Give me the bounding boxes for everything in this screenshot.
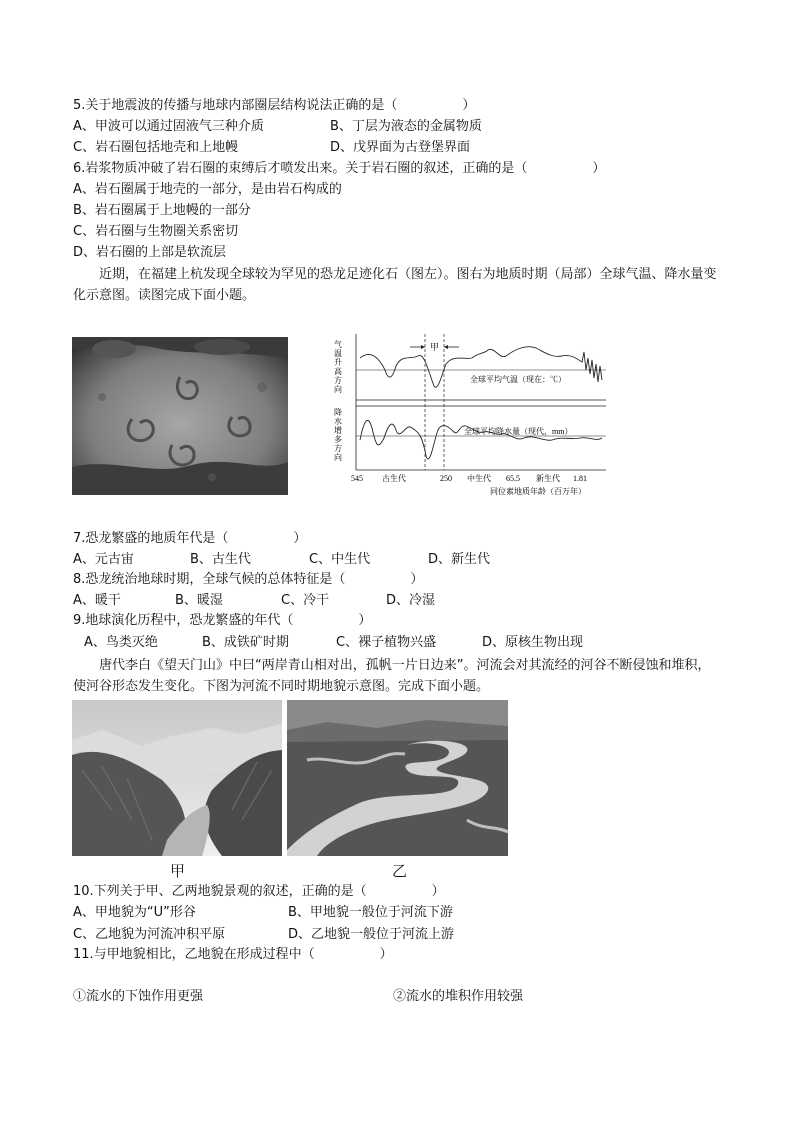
x-tick-250: 250: [440, 474, 452, 483]
caption-yi: 乙: [392, 862, 408, 880]
q6-stem: 6.岩浆物质冲破了岩石圈的束缚后才喷发出来。关于岩石圈的叙述，正确的是（ ）: [73, 161, 606, 176]
q6-option-a: A、岩石圈属于地壳的一部分，是由岩石构成的: [73, 182, 342, 197]
q8-option-a: A、暖干: [73, 593, 121, 608]
q11-option-2: ②流水的堆积作用较强: [393, 988, 524, 1003]
q11-stem: 11.与甲地貌相比，乙地貌在形成过程中（ ）: [73, 947, 393, 962]
intro-paragraph-2: 唐代李白《望天门山》中曰“两岸青山相对出，孤帆一片日边来”。河流会对其流经的河谷不断侵蚀和堆积，使河谷形态发生变化。下图为河流不同时期地貌示意图。完成下面小题。: [73, 658, 711, 694]
q8-option-c: C、冷干: [281, 593, 330, 608]
x-tick-545: 545: [351, 474, 363, 483]
q8-option-b: B、暖湿: [175, 593, 223, 608]
q8-option-d: D、冷湿: [386, 593, 436, 608]
q9-option-a: A、鸟类灭绝: [84, 635, 158, 650]
q9-option-c: C、裸子植物兴盛: [336, 635, 437, 650]
q11-option-1: ①流水的下蚀作用更强: [73, 988, 204, 1003]
q10-option-d: D、乙地貌一般位于河流上游: [288, 927, 455, 942]
q5-option-c: C、岩石圈包括地壳和上地幔: [73, 140, 239, 155]
q9-stem: 9.地球演化历程中，恐龙繁盛的年代（ ）: [73, 613, 372, 628]
period-marker-jia: 甲: [430, 342, 440, 352]
x-tick-cenozoic: 新生代: [536, 474, 560, 483]
x-tick-1-81: 1.81: [573, 474, 587, 483]
q9-option-d: D、原核生物出现: [482, 635, 584, 650]
x-axis-title: 同位素地质年龄（百万年）: [490, 487, 586, 496]
q5-stem: 5.关于地震波的传播与地球内部圈层结构说法正确的是（ ）: [73, 98, 476, 113]
q8-stem: 8.恐龙统治地球时期，全球气候的总体特征是（ ）: [73, 572, 424, 587]
q7-option-c: C、中生代: [309, 552, 371, 567]
q10-option-a: A、甲地貌为“U”形谷: [73, 905, 196, 920]
intro-paragraph-1: 近期，在福建上杭发现全球较为罕见的恐龙足迹化石（图左）。图右为地质时期（局部）全球气温、降水量变化示意图。读图完成下面小题。: [73, 267, 717, 303]
q5-option-b: B、丁层为液态的金属物质: [330, 119, 482, 134]
dinosaur-footprint-photo: [72, 337, 288, 495]
q7-option-d: D、新生代: [428, 552, 491, 567]
caption-jia: 甲: [170, 862, 186, 880]
climate-chart: [330, 330, 620, 500]
q5-option-d: D、戊界面为古登堡界面: [330, 140, 471, 155]
precipitation-series-label: 全球平均降水量（现代，mm）: [464, 427, 573, 436]
q7-option-a: A、元古宙: [73, 552, 134, 567]
temperature-series-label: 全球平均气温（现在：℃）: [470, 375, 566, 384]
temperature-axis-label: 气温升高方向: [333, 340, 343, 394]
precipitation-axis-label: 降水增多方向: [333, 408, 343, 462]
q10-stem: 10.下列关于甲、乙两地貌景观的叙述，正确的是（ ）: [73, 884, 445, 899]
x-tick-65-5: 65.5: [506, 474, 520, 483]
x-tick-mesozoic: 中生代: [467, 474, 491, 483]
gorge-landform-photo: [72, 700, 282, 856]
q5-option-a: A、甲波可以通过固液气三种介质: [73, 119, 264, 134]
q6-option-c: C、岩石圈与生物圈关系密切: [73, 224, 239, 239]
q6-option-b: B、岩石圈属于上地幔的一部分: [73, 203, 251, 218]
q7-option-b: B、古生代: [190, 552, 251, 567]
q7-stem: 7.恐龙繁盛的地质年代是（ ）: [73, 531, 307, 546]
q9-option-b: B、成铁矿时期: [202, 635, 289, 650]
q6-option-d: D、岩石圈的上部是软流层: [73, 245, 227, 260]
x-tick-paleozoic: 古生代: [382, 474, 406, 483]
q10-option-b: B、甲地貌一般位于河流下游: [288, 905, 453, 920]
river-plain-photo: [287, 700, 508, 856]
q10-option-c: C、乙地貌为河流冲积平原: [73, 927, 226, 942]
